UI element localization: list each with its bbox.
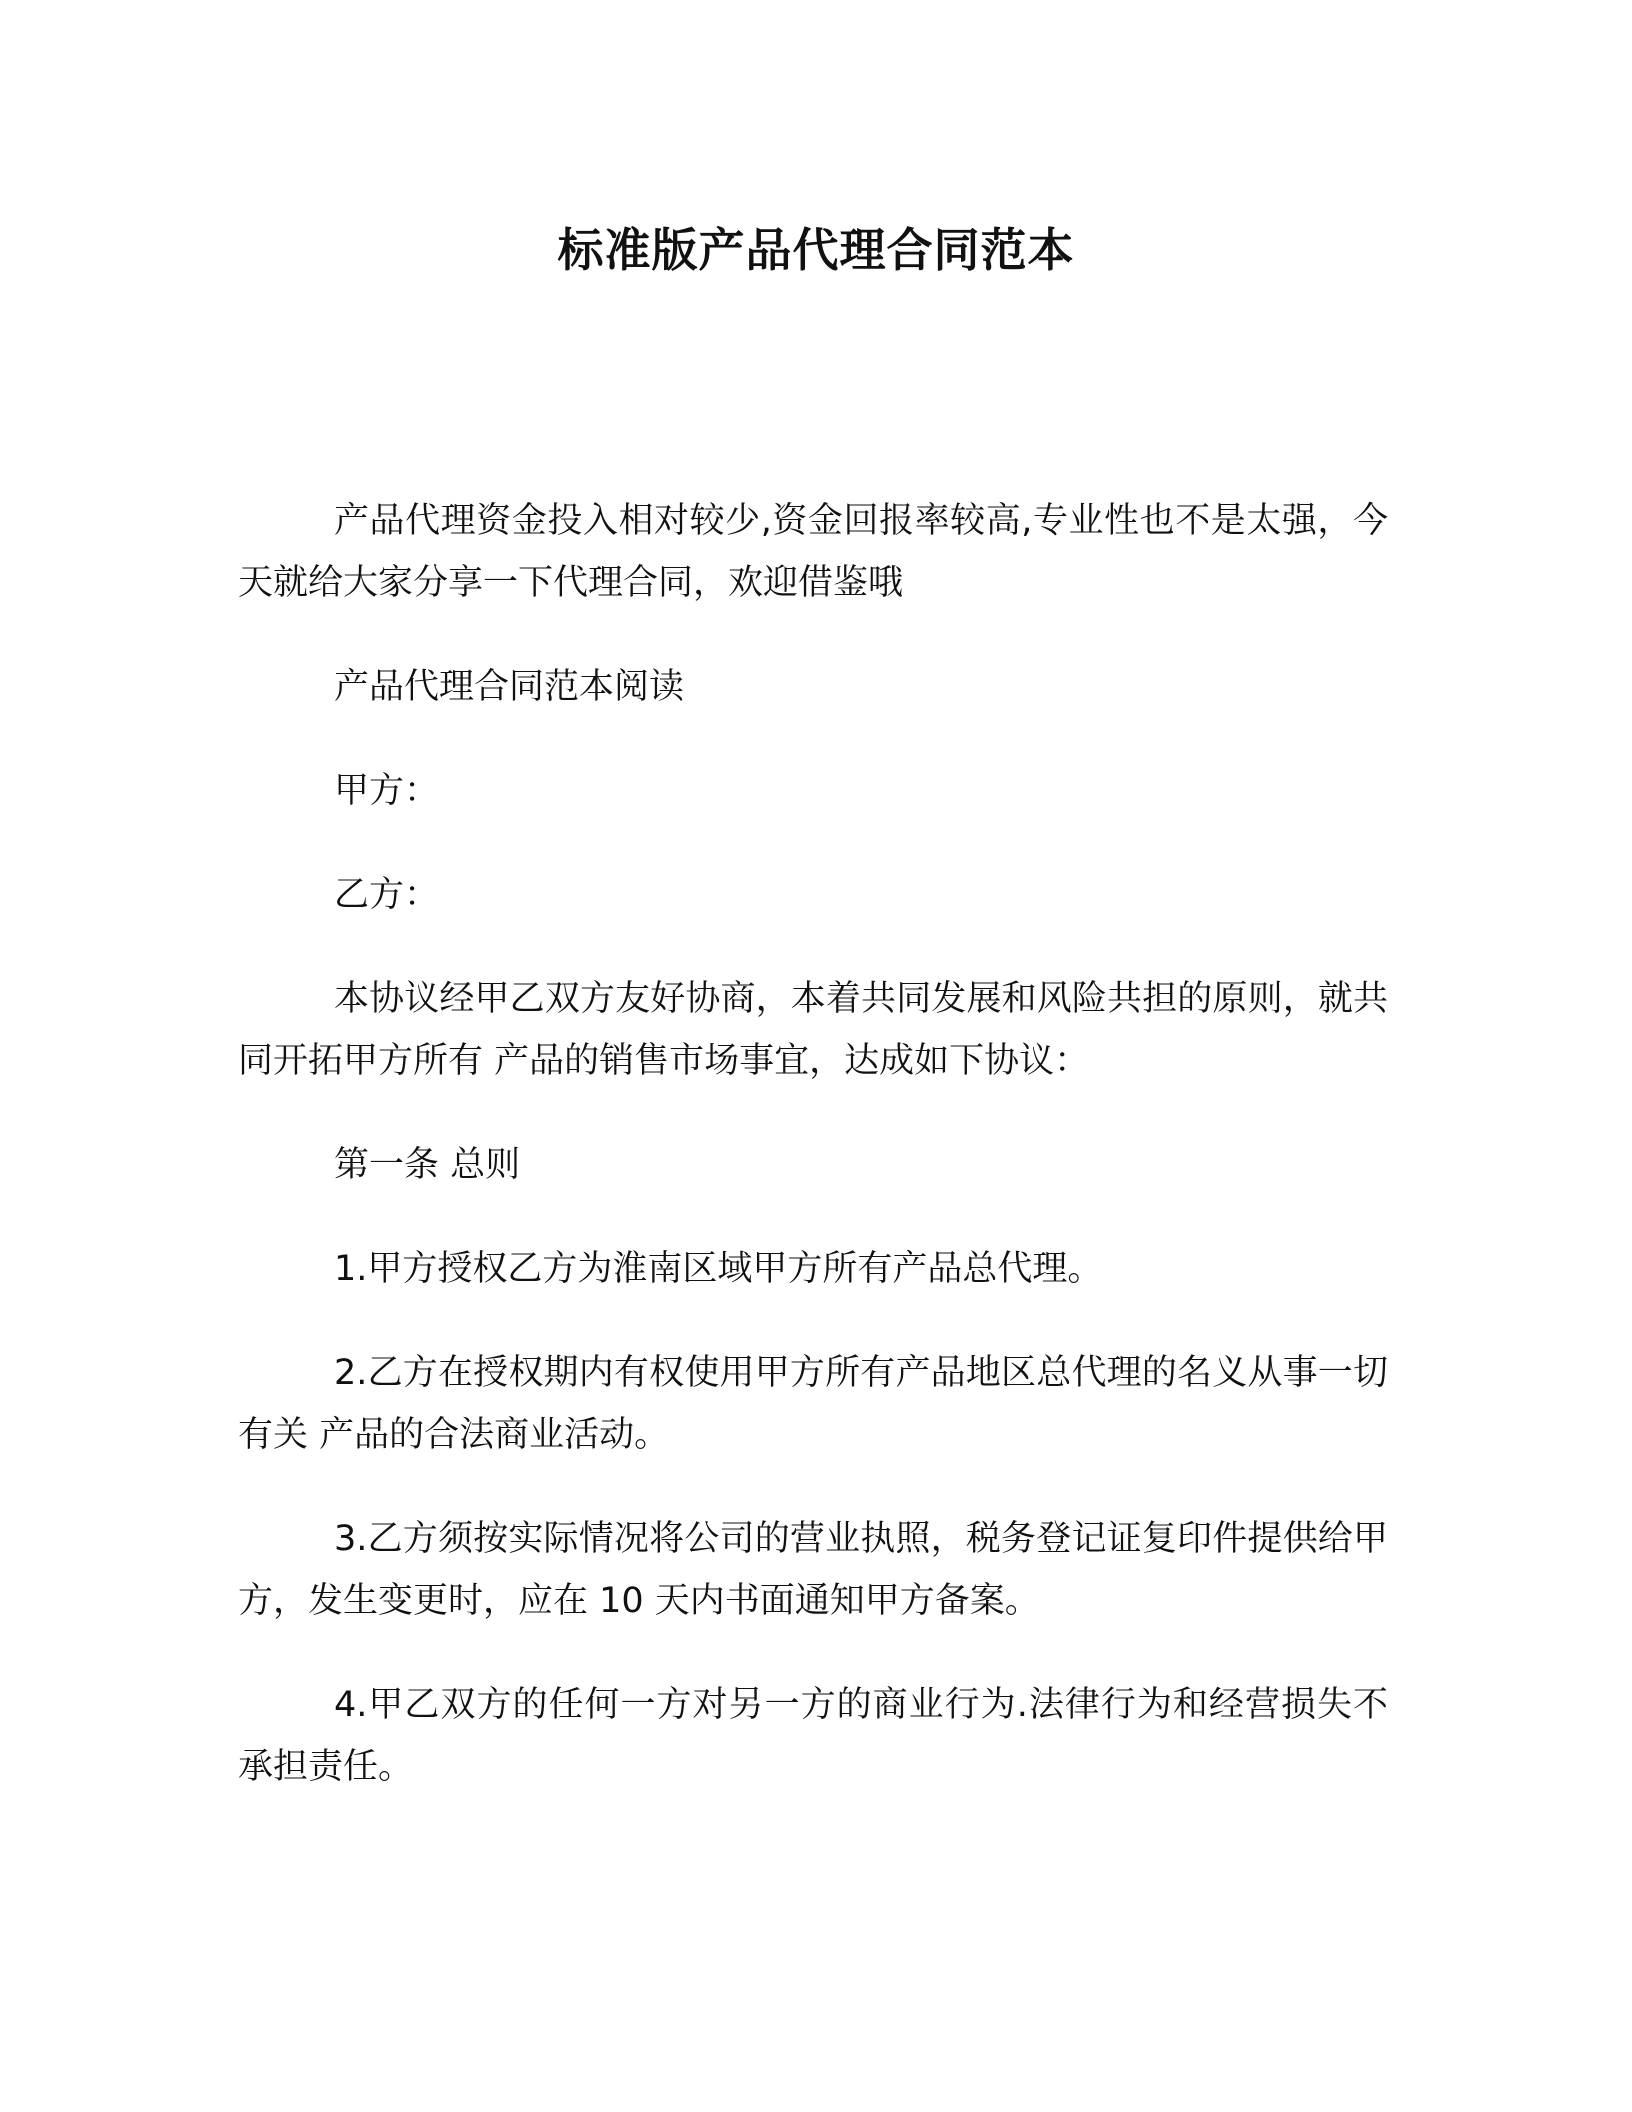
clause-2: 2.乙方在授权期内有权使用甲方所有产品地区总代理的名义从事一切有关 产品的合法商业活动。 [238, 1353, 1388, 1455]
document-title: 标准版产品代理合同范本 [557, 223, 1075, 277]
intro-paragraph: 产品代理资金投入相对较少,资金回报率较高,专业性也不是太强，今天就给大家分享一下代理合同，欢迎借鉴哦 [238, 501, 1388, 603]
party-a-line: 甲方： [334, 771, 440, 811]
party-b-line: 乙方： [334, 875, 440, 915]
clause-4: 4.甲乙双方的任何一方对另一方的商业行为.法律行为和经营损失不承担责任。 [238, 1685, 1388, 1787]
section-heading: 产品代理合同范本阅读 [334, 667, 685, 707]
clause-1: 1.甲方授权乙方为淮南区域甲方所有产品总代理。 [334, 1249, 1103, 1289]
article-one-heading: 第一条 总则 [334, 1145, 521, 1185]
agreement-preamble: 本协议经甲乙双方友好协商，本着共同发展和风险共担的原则，就共同开拓甲方所有 产品的销售市场事宜，达成如下协议： [238, 979, 1388, 1081]
document-body [238, 490, 1388, 1840]
clause-3: 3.乙方须按实际情况将公司的营业执照，税务登记证复印件提供给甲方，发生变更时，应在 10 天内书面通知甲方备案。 [238, 1519, 1388, 1621]
